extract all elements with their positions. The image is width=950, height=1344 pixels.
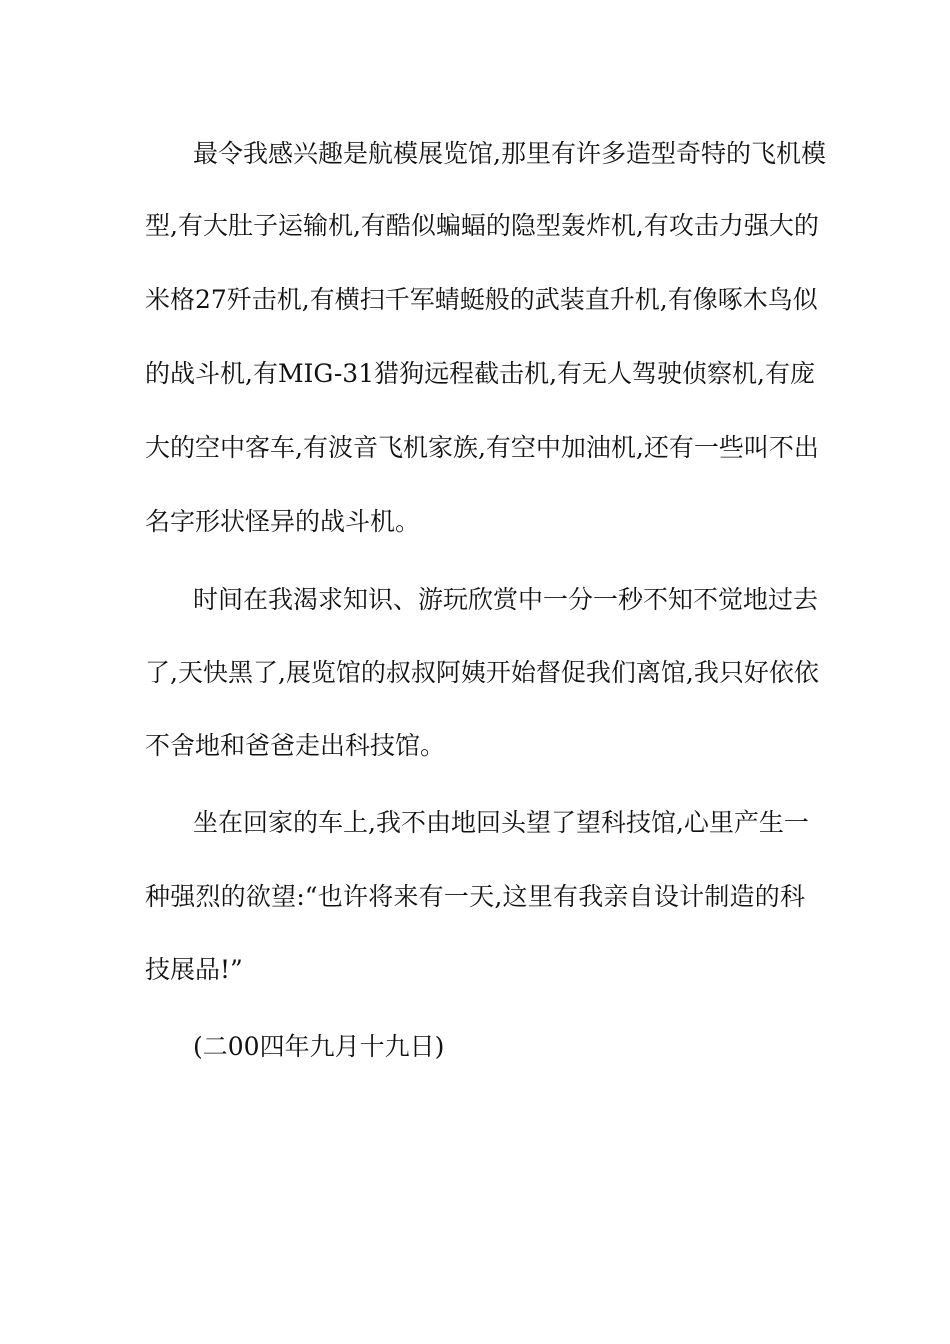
paragraph-1-line-2: 型,有大肚子运输机,有酷似蝙蝠的隐型轰炸机,有攻击力强大的 bbox=[145, 211, 819, 240]
paragraph-3-line-3: 技展品!” bbox=[145, 955, 243, 984]
paragraph-1-line-3: 米格27歼击机,有横扫千军蜻蜓般的武装直升机,有像啄木鸟似 bbox=[145, 285, 818, 314]
paragraph-2-line-2: 了,天快黑了,展览馆的叔叔阿姨开始督促我们离馆,我只好依依 bbox=[145, 658, 819, 687]
date-line: (二00四年九月十九日) bbox=[193, 1032, 445, 1061]
paragraph-1-line-5: 大的空中客车,有波音飞机家族,有空中加油机,还有一些叫不出 bbox=[145, 433, 819, 462]
paragraph-3-line-2: 种强烈的欲望:“也许将来有一天,这里有我亲自设计制造的科 bbox=[145, 882, 805, 911]
paragraph-1-line-6: 名字形状怪异的战斗机。 bbox=[145, 507, 421, 536]
paragraph-2-line-3: 不舍地和爸爸走出科技馆。 bbox=[145, 731, 446, 760]
paragraph-2-line-1: 时间在我渴求知识、游玩欣赏中一分一秒不知不觉地过去 bbox=[193, 585, 819, 614]
paragraph-3-line-1: 坐在回家的车上,我不由地回头望了望科技馆,心里产生一 bbox=[193, 808, 809, 837]
paragraph-1-line-1: 最令我感兴趣是航模展览馆,那里有许多造型奇特的飞机模 bbox=[193, 139, 826, 168]
paragraph-1-line-4: 的战斗机,有MIG-31猎狗远程截击机,有无人驾驶侦察机,有庞 bbox=[145, 359, 816, 388]
